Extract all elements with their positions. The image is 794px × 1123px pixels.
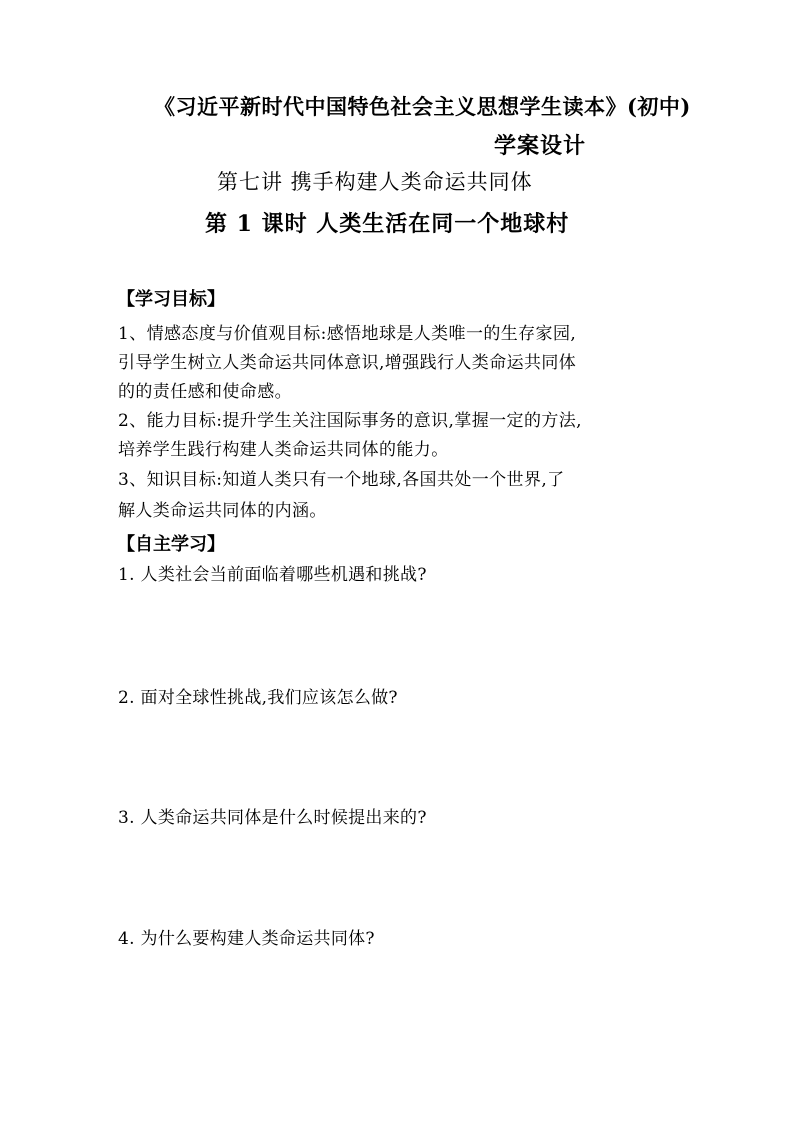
self-study-question: 1. 人类社会当前面临着哪些机遇和挑战? xyxy=(118,565,427,585)
answer-space[interactable] xyxy=(118,596,678,686)
objective-line: 培养学生践行构建人类命运共同体的能力。 xyxy=(118,440,449,460)
objective-line: 1、情感态度与价值观目标:感悟地球是人类唯一的生存家园, xyxy=(118,324,577,344)
self-study-question: 3. 人类命运共同体是什么时候提出来的? xyxy=(118,808,427,828)
lesson-title: 第 1 课时 人类生活在同一个地球村 xyxy=(205,211,570,237)
self-study-question: 4. 为什么要构建人类命运共同体? xyxy=(118,929,375,949)
objective-line: 解人类命运共同体的内涵。 xyxy=(118,501,327,521)
document-subtitle: 学案设计 xyxy=(494,133,587,159)
answer-space[interactable] xyxy=(118,720,678,807)
objective-line: 引导学生树立人类命运共同体意识,增强践行人类命运共同体 xyxy=(118,353,577,373)
self-study-heading: 【自主学习】 xyxy=(117,534,225,555)
document-title: 《习近平新时代中国特色社会主义思想学生读本》(初中) xyxy=(154,94,691,119)
lecture-title: 第七讲 携手构建人类命运共同体 xyxy=(217,170,533,194)
answer-space[interactable] xyxy=(118,840,678,928)
objective-line: 2、能力目标:提升学生关注国际事务的意识,掌握一定的方法, xyxy=(118,411,582,431)
learning-objectives-heading: 【学习目标】 xyxy=(117,289,225,310)
objective-line: 的的责任感和使命感。 xyxy=(118,382,292,402)
objective-line: 3、知识目标:知道人类只有一个地球,各国共处一个世界,了 xyxy=(118,470,565,490)
self-study-question: 2. 面对全球性挑战,我们应该怎么做? xyxy=(118,688,398,708)
answer-space[interactable] xyxy=(118,962,678,1092)
